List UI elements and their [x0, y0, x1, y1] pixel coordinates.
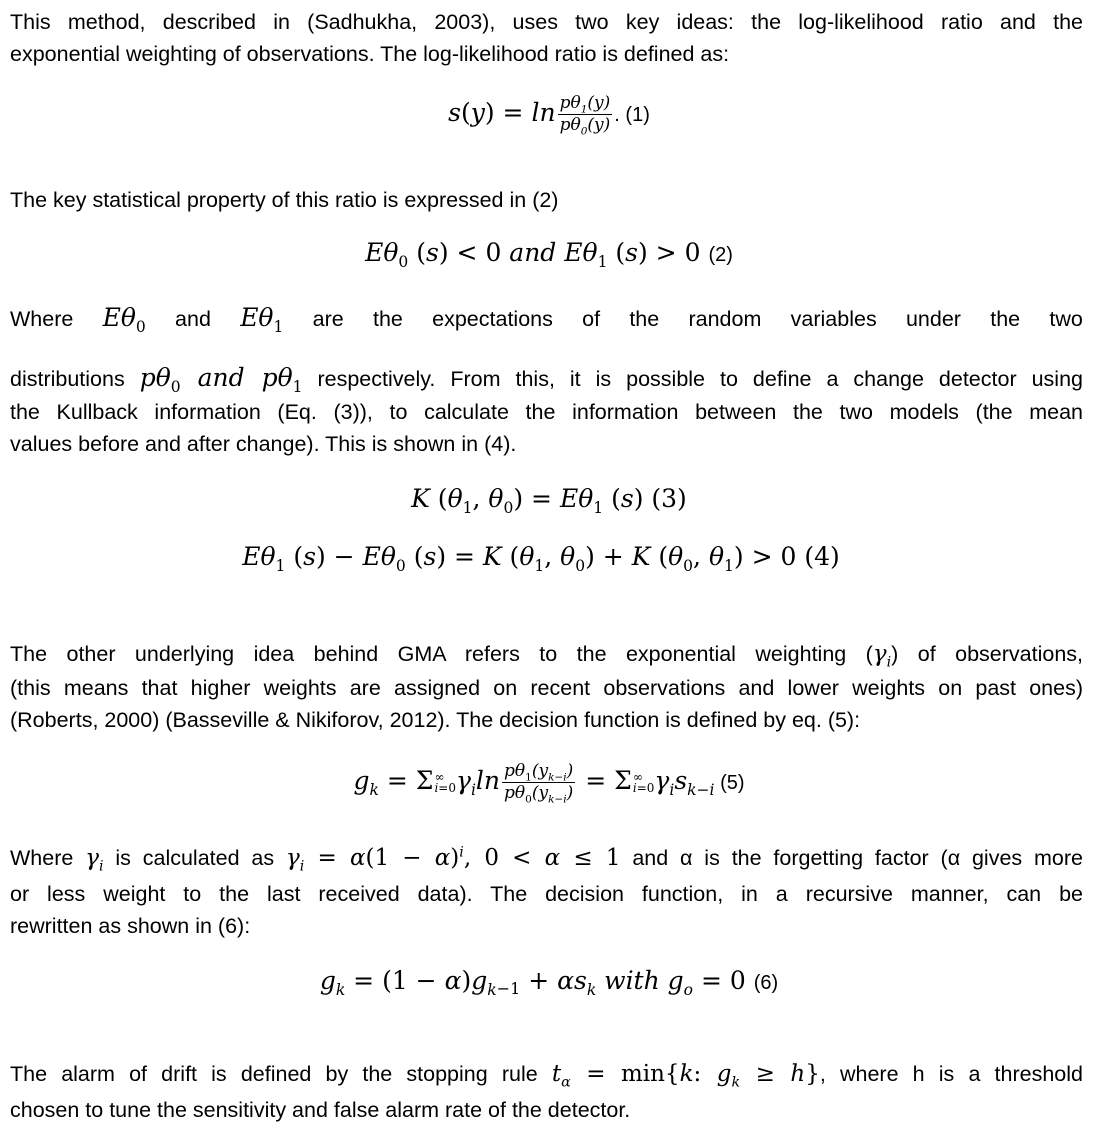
paragraph-expectations-line1: Where $E\theta_0$ and $E\theta_1$ are the expectations of the random variables under the two	[10, 303, 1083, 336]
equation-5: $g_k = \Sigma$ ∞ i=0 $\gamma_i\ln$ $\frac{p\theta_1(y_{k-i})}{p\theta_0(y_{k-i})}$ = Σ ∞ i=0 $\gamma_is_{k-i}$ (5)	[353, 761, 745, 806]
paragraph-gma-line1: The other underlying idea behind GMA refers to the exponential weighting $(\gamma_i)$ of observations,	[10, 641, 1084, 671]
equation-3-number: (3)	[651, 484, 687, 513]
equation-4-number: (4)	[804, 542, 840, 571]
paragraph-intro-line1: This method, described in (Sadhukha, 2003), uses two key ideas: the log-likelihood ratio and the	[10, 10, 1083, 34]
paragraph-alarm-line1: The alarm of drift is defined by the stopping rule $t_\alpha = \min\{k$: $g_k \ge h$}, where h is a threshold	[10, 1061, 1083, 1091]
paragraph-alarm-line2: chosen to tune the sensitivity and false alarm rate of the detector.	[10, 1098, 631, 1122]
paragraph-expectations-line4: values before and after change). This is shown in (4).	[10, 432, 517, 456]
paragraph-gma-line3: (Roberts, 2000) (Basseville & Nikiforov, 2012). The decision function is defined by eq. (5):	[10, 708, 861, 732]
equation-5-number: (5)	[720, 772, 745, 794]
equation-6: $g_k = (1 - \alpha)g_{k-1} + \alpha s_k$ with $g_o = 0$ (6)	[319, 966, 779, 999]
equation-1-number: (1)	[625, 104, 650, 126]
equation-2-number: (2)	[708, 244, 733, 266]
paragraph-property: The key statistical property of this ratio is expressed in (2)	[10, 188, 559, 212]
paragraph-expectations-line3: the Kullback information (Eq. (3)), to calculate the information between the two models (the mean	[10, 400, 1083, 424]
paragraph-forgetting-line3: rewritten as shown in (6):	[10, 914, 251, 938]
paragraph-forgetting-line2: or less weight to the last received data). The decision function, in a recursive manner, can be	[10, 882, 1083, 906]
paragraph-intro-line2: exponential weighting of observations. The log-likelihood ratio is defined as:	[10, 42, 730, 66]
equation-6-number: (6)	[753, 972, 779, 994]
paragraph-gma-line2: (this means that higher weights are assigned on recent observations and lower weights on past ones)	[10, 676, 1083, 700]
equation-3: K ($\theta_1$, $\theta_0) = E\theta_1$ (s) (3)	[411, 484, 687, 517]
paragraph-expectations-line2: distributions $p\theta_0$ and $p\theta_1$ respectively. From this, it is possible to define a change detector using	[10, 363, 1083, 396]
equation-4: $E\theta_1$ $(s) - E\theta_0$ (s) = K ($\theta_1$, $\theta_0) + K$ ($\theta_0$, $\theta_1) > 0$ (4)	[242, 542, 840, 575]
equation-1: s(y) = ln $\frac{p\theta_1(y)}{p\theta_0(y)}$ . (1)	[448, 93, 650, 138]
paragraph-forgetting-line1: Where $\gamma_i$ is calculated as $\gamma_i = \alpha(1 - \alpha)^i$, 0 < α ≤ 1 and α is the forgetting factor (α gives more	[10, 844, 1083, 875]
equation-2: $E\theta_0$ (s) < 0 and $E\theta_1$ (s) > 0 (2)	[365, 238, 733, 271]
